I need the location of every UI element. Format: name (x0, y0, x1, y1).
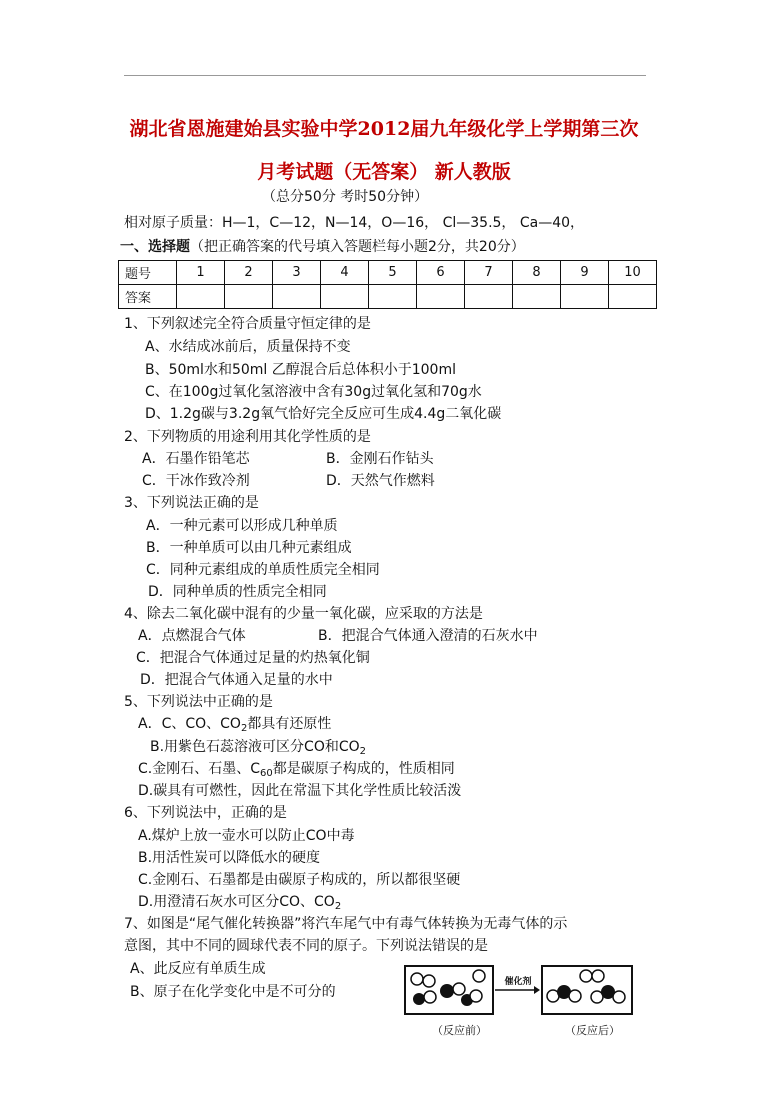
answer-cell[interactable] (369, 285, 417, 309)
question-4-option-b: B．把混合气体通入澄清的石灰水中 (318, 628, 538, 644)
question-6-option-b: B.用活性炭可以降低水的硬度 (138, 850, 321, 866)
question-1-option-b: B、50ml水和50ml 乙醇混合后总体积小于100ml (145, 362, 456, 378)
question-3-option-c: C．同种元素组成的单质性质完全相同 (146, 562, 380, 578)
question-number-cell: 8 (513, 261, 561, 285)
question-5-option-a-rest: 都具有还原性 (247, 716, 332, 732)
atomic-mass: 相对原子质量：H—1，C—12，N—14，O—16， Cl—35.5， Ca—40， (124, 215, 585, 231)
question-2-option-a: A．石墨作铅笔芯 (142, 451, 250, 467)
subscript: 60 (260, 768, 273, 779)
answer-cell[interactable] (465, 285, 513, 309)
question-1-option-c: C、在100g过氧化氢溶液中含有30g过氧化氢和70g水 (145, 384, 482, 400)
question-5-option-c-text: C.金刚石、石墨、C (138, 761, 261, 777)
question-3-option-b: B．一种单质可以由几种元素组成 (146, 540, 352, 556)
question-7-option-a: A、此反应有单质生成 (130, 961, 266, 977)
subscript: 2 (240, 723, 248, 734)
section-heading (120, 238, 525, 256)
section-title: 一、选择题 (120, 239, 190, 255)
question-number-cell: 9 (561, 261, 609, 285)
question-4-stem: 4、除去二氧化碳中混有的少量一氧化碳，应采取的方法是 (124, 606, 483, 622)
question-7-option-b: B、原子在化学变化中是不可分的 (130, 984, 336, 1000)
question-1-stem: 1、下列叙述完全符合质量守恒定律的是 (124, 316, 371, 332)
question-number-cell: 4 (321, 261, 369, 285)
question-5-option-b (150, 738, 366, 761)
catalyst-label: 催化剂 (504, 977, 532, 987)
page-title-line-2: 月考试题（无答案） 新人教版 (257, 161, 511, 183)
question-2-stem: 2、下列物质的用途利用其化学性质的是 (124, 429, 371, 445)
table-row (119, 261, 657, 285)
question-1-option-a: A、水结成冰前后，质量保持不变 (145, 339, 351, 355)
answer-cell[interactable] (225, 285, 273, 309)
question-6-option-a: A.煤炉上放一壶水可以防止CO中毒 (138, 828, 355, 844)
question-4-option-d: D．把混合气体通入足量的水中 (140, 672, 333, 688)
question-1-option-d: D、1.2g碳与3.2g氧气恰好完全反应可生成4.4g二氧化碳 (145, 406, 502, 422)
question-5-stem: 5、下列说法中正确的是 (124, 694, 273, 710)
answer-cell[interactable] (513, 285, 561, 309)
subscript: 2 (359, 746, 367, 757)
header-rule (124, 75, 646, 76)
answer-cell[interactable] (609, 285, 657, 309)
question-number-cell: 1 (177, 261, 225, 285)
question-3-stem: 3、下列说法正确的是 (124, 495, 259, 511)
table-header-cell: 答案 (119, 285, 177, 309)
question-5-option-c (138, 760, 455, 783)
question-5-option-c-rest: 都是碳原子构成的，性质相同 (272, 761, 455, 777)
after-caption: （反应后） (565, 1024, 620, 1037)
question-number-cell: 10 (609, 261, 657, 285)
table-header-cell: 题号 (119, 261, 177, 285)
table-row (119, 285, 657, 309)
before-caption: （反应前） (432, 1024, 487, 1037)
question-2-option-c: C．干冰作致冷剂 (142, 473, 250, 489)
page-title-line-1: 湖北省恩施建始县实验中学2012届九年级化学上学期第三次 (129, 118, 639, 140)
subscript: 2 (334, 901, 342, 912)
question-4-option-c: C．把混合气体通过足量的灼热氧化铜 (136, 650, 370, 666)
question-5-option-a (138, 715, 331, 738)
question-number-cell: 7 (465, 261, 513, 285)
arrow-head (534, 986, 540, 994)
question-3-option-d: D．同种单质的性质完全相同 (148, 584, 327, 600)
question-6-option-d (138, 893, 341, 916)
answer-cell[interactable] (177, 285, 225, 309)
question-6-stem: 6、下列说法中，正确的是 (124, 805, 287, 821)
answer-cell[interactable] (321, 285, 369, 309)
question-7-stem-line-1: 7、如图是“尾气催化转换器”将汽车尾气中有毒气体转换为无毒气体的示 (124, 916, 568, 932)
question-6-option-c: C.金刚石、石墨都是由碳原子构成的，所以都很坚硬 (138, 872, 461, 888)
question-5-option-d: D.碳具有可燃性，因此在常温下其化学性质比较活泼 (138, 783, 462, 799)
answer-table (118, 260, 657, 309)
question-5-option-a-text: A．C、CO、CO (138, 716, 241, 732)
score-time: （总分50分 考时50分钟） (262, 189, 429, 205)
answer-cell[interactable] (417, 285, 465, 309)
answer-cell[interactable] (273, 285, 321, 309)
question-number-cell: 2 (225, 261, 273, 285)
reaction-diagram (402, 962, 652, 1042)
question-number-cell: 6 (417, 261, 465, 285)
question-4-option-a: A．点燃混合气体 (138, 628, 246, 644)
question-5-option-b-text: B.用紫色石蕊溶液可区分CO和CO (150, 739, 360, 755)
question-number-cell: 3 (273, 261, 321, 285)
section-instruction: （把正确答案的代号填入答题栏每小题2分，共20分） (190, 239, 525, 255)
question-7-stem-line-2: 意图，其中不同的圆球代表不同的原子。下列说法错误的是 (124, 938, 488, 954)
question-number-cell: 5 (369, 261, 417, 285)
question-2-option-d: D．天然气作燃料 (326, 473, 435, 489)
question-2-option-b: B．金刚石作钻头 (326, 451, 434, 467)
answer-cell[interactable] (561, 285, 609, 309)
question-3-option-a: A．一种元素可以形成几种单质 (146, 518, 338, 534)
question-6-option-d-text: D.用澄清石灰水可区分CO、CO (138, 894, 335, 910)
